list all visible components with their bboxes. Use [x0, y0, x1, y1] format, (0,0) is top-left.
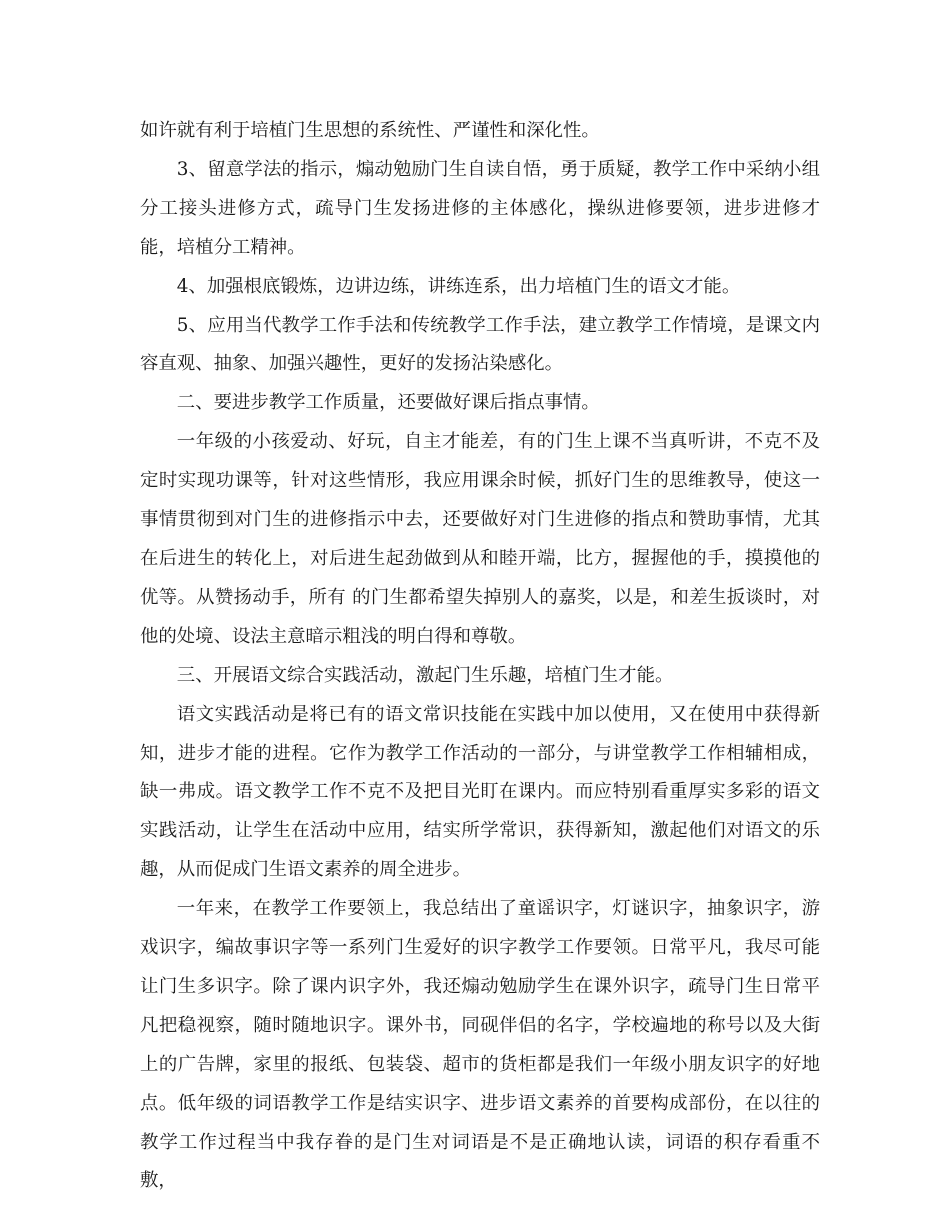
- paragraph-2: 3、留意学法的指示，煽动勉励门生自读自悟，勇于质疑，教学工作中采纳小组分工接头进修方式，疏导门生发扬进修的主体感化，操纵进修要领，进步进修才能，培植分工精神。: [140, 158, 820, 258]
- paragraph-9: 一年来，在教学工作要领上，我总结出了童谣识字，灯谜识字，抽象识字，游戏识字，编故事识字等一系列门生爱好的识字教学工作要领。日常平凡，我尽可能让门生多识字。除了课内识字外，我还煽动勉励学生在课外识字，疏导门生日常平凡把稳视察，随时随地识字。课外书，同砚伴侣的名字，学校遍地的称号以及大街上的广告牌，家里的报纸、包装袋、超市的货柜都是我们一年级小朋友识字的好地点。低年级的词语教学工作是结实识字、进步语文素养的首要构成部份，在以往的教学工作过程当中我存眷的是门生对词语是不是正确地认读，词语的积存看重不敷，: [140, 898, 820, 1192]
- paragraph-6: 一年级的小孩爱动、好玩，自主才能差，有的门生上课不当真听讲，不克不及定时实现功课等，针对这些情形，我应用课余时候，抓好门生的思维教导，使这一事情贯彻到对门生的进修指示中去，还要做好对门生进修的指点和赞助事情，尤其在后进生的转化上，对后进生起劲做到从和睦开端，比方，握握他的手，摸摸他的优等。从赞扬动手，所有 的门生都希望失掉别人的嘉奖，以是，和差生扳谈时，对他的处境、设法主意暗示粗浅的明白得和尊敬。: [140, 431, 820, 647]
- paragraph-8: 语文实践活动是将已有的语文常识技能在实践中加以使用，又在使用中获得新知，进步才能的进程。它作为教学工作活动的一部分，与讲堂教学工作相辅相成，缺一弗成。语文教学工作不克不及把目光盯在课内。而应特别看重厚实多彩的语文实践活动，让学生在活动中应用，结实所学常识，获得新知，激起他们对语文的乐趣，从而促成门生语文素养的周全进步。: [140, 703, 820, 881]
- paragraph-3: 4、加强根底锻炼，边讲边练，讲练连系，出力培植门生的语文才能。: [176, 275, 741, 297]
- document-body: [140, 112, 820, 1201]
- paragraph-1: 如许就有利于培植门生思想的系统性、严谨性和深化性。: [140, 120, 600, 141]
- paragraph-5: 二、要进步教学工作质量，还要做好课后指点事情。: [176, 392, 600, 414]
- paragraph-7: 三、开展语文综合实践活动，激起门生乐趣，培植门生才能。: [176, 664, 674, 686]
- paragraph-4: 5、应用当代教学工作手法和传统教学工作手法，建立教学工作情境，是课文内容直观、抽象、加强兴趣性，更好的发扬沾染感化。: [140, 314, 820, 375]
